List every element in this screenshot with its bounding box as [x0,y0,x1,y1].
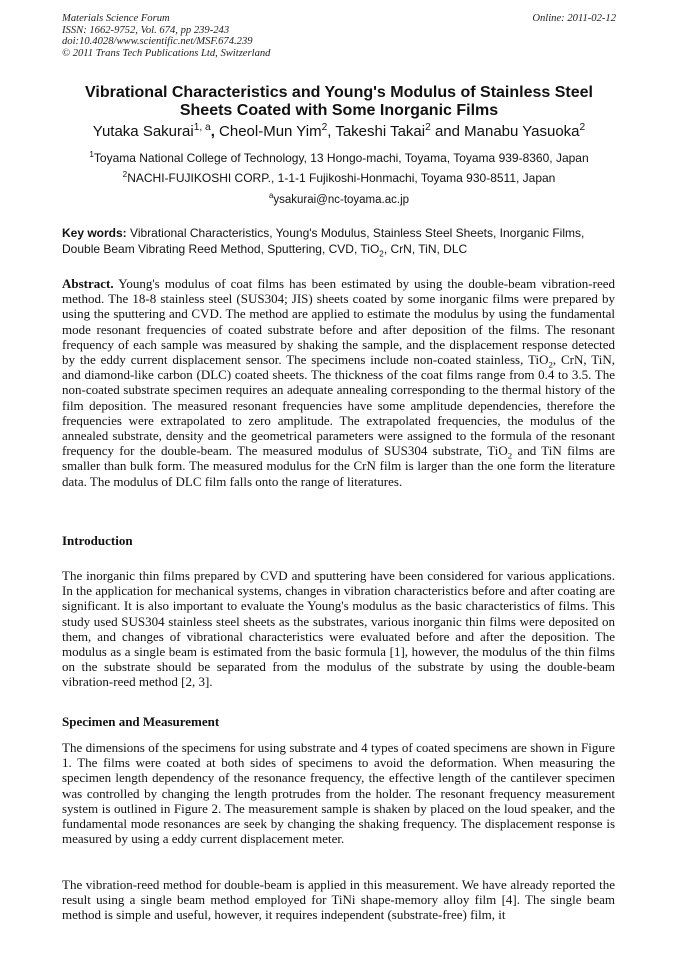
keywords [62,225,616,257]
introduction-paragraph: The inorganic thin films prepared by CVD and sputtering have been considered for various applications. In the application for mechanical systems, changes in vibration characteristics before and after coating are significant. It is also important to evaluate the Young's modulus as the basic characteristics of films. This study used SUS304 stainless steel sheets as the substrates, various inorganic thin films were deposited on them, and changes of vibrational characteristics were evaluated before and after the deposition. The modulus as a single beam is estimated from the basic formula [1], however, the modulus of the thin films on the substrate should be separated from the modulus of the substrate by using the double-beam vibration-reed method [2, 3]. [62,568,615,690]
specimen-heading: Specimen and Measurement [62,714,220,729]
author-name: Yutaka Sakurai [92,123,194,140]
title-line-1: Vibrational Characteristics and Young's Modulus of Stainless Steel [85,84,593,101]
author-affiliation-mark: 2 [579,122,586,133]
author-name: Cheol-Mun Yim [219,123,322,140]
paper-title [62,84,616,120]
copyright-line: © 2011 Trans Tech Publications Ltd, Switzerland [62,47,271,59]
email-text[interactable]: ysakurai@nc-toyama.ac.jp [273,194,410,206]
abstract-subscript: 2 [507,450,513,461]
introduction-heading: Introduction [62,533,133,548]
abstract-label: Abstract. [62,276,114,291]
author-list [62,123,616,141]
abstract-text: and TiN films are smaller than bulk form. The measured modulus for the CrN film is larger than the one form the literature data. The modulus of DLC film falls onto the range of literatures. [62,443,615,489]
author-separator: and [430,123,465,140]
title-line-2: Sheets Coated with Some Inorganic Films [179,102,499,119]
issn-line: ISSN: 1662-9752, Vol. 674, pp 239-243 [62,24,230,36]
author-affiliation-mark: 2 [321,122,328,133]
keywords-subscript: 2 [379,249,384,259]
doi-line: doi:10.4028/www.scientific.net/MSF.674.239 [62,36,253,48]
abstract [62,276,615,489]
specimen-paragraph-1: The dimensions of the specimens for using substrate and 4 types of coated specimens are shown in Figure 1. The films were coated at both sides of specimens to avoid the deformation. When measuring the specimen length dependency of the resonance frequency, the effective length of the cantilever specimen was controlled by changing the length protrudes from the holder. The resonant frequency measurement system is outlined in Figure 2. The measurement sample is shaken by placed on the loud speaker, and the fundamental mode resonances are seek by changing the shaking frequency. The displacement response is measured by using a eddy current displacement meter. [62,740,615,847]
online-date: Online: 2011-02-12 [532,13,616,24]
affiliation-mark: 1 [89,150,94,159]
abstract-text: Young's modulus of coat films has been estimated by using the double-beam vibration-reed method. The 18-8 stainless steel (SUS304; JIS) sheets coated by some inorganic films were prepared by using the sputtering and CVD. The method are applied to estimate the modulus by using the fundamental mode resonant frequencies of coated substrate before and after deposition of the films. The resonant frequency of each sample was measured by shaking the sample, and the displacement response detected by the eddy current displacement sensor. The specimens include non-coated stainless, TiO [62,276,615,368]
affiliation-1 [62,151,616,165]
journal-name: Materials Science Forum [62,13,170,24]
specimen-paragraph-2: The vibration-reed method for double-beam is applied in this measurement. We have already reported the result using a single beam method employed for TiNi shape-memory alloy film [4]. The single beam method is simple and useful, however, it requires independent (substrate-free) film, it [62,877,615,923]
affiliation-text: Toyama National College of Technology, 13 Hongo-machi, Toyama, Toyama 939-8360, Japan [93,151,589,165]
author-name: Manabu Yasuoka [464,123,580,140]
author-separator: , [327,123,336,140]
author-email [62,193,616,207]
author-affiliation-mark: 2 [425,122,431,133]
author-name: Takeshi Takai [335,123,426,140]
journal-header [62,13,616,59]
affiliation-2 [62,171,616,185]
author-affiliation-mark: 1, a [193,122,211,133]
keywords-label: Key words: [62,226,127,240]
affiliation-text: NACHI-FUJIKOSHI CORP., 1-1-1 Fujikoshi-Honmachi, Toyama 930-8511, Japan [127,171,556,185]
abstract-text: , CrN, TiN, and diamond-like carbon (DLC) coated sheets. The thickness of the coat films range from 0.4 to 3.5. The non-coated substrate specimen requires an adequate annealing corresponding to the thermal history of the film deposition. The measured resonant frequencies have some amplitude dependencies, therefore the frequencies were extrapolated to zero amplitude. The extrapolated frequencies, the modulus of the annealed substrate, density and the geometrical parameters were assigned to the formula of the resonant frequency for the double-beam. The measured modulus of SUS304 substrate, TiO [62,352,615,459]
email-mark: a [268,191,274,201]
affiliation-mark: 2 [122,170,128,179]
author-separator: , [210,123,220,140]
keywords-text: Vibrational Characteristics, Young's Modulus, Stainless Steel Sheets, Inorganic Films, Double Beam Vibrating Reed Method, Sputtering, CVD, TiO [62,226,585,256]
keywords-text-end: , CrN, TiN, DLC [383,242,468,256]
abstract-subscript: 2 [548,359,553,370]
